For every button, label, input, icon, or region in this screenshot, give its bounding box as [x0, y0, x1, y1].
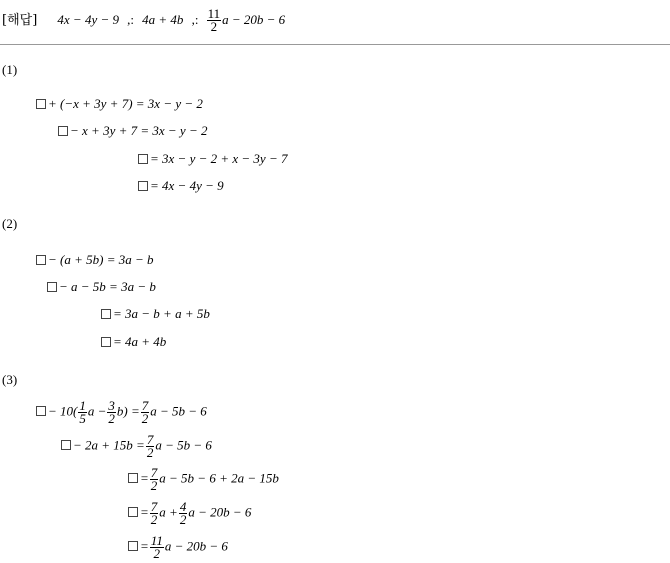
part-label: (3): [2, 372, 18, 387]
blank-box: [58, 126, 68, 136]
equation-line: − 2a + 15b = $\frac{7}{2}$ a − 5b − 6: [61, 434, 212, 459]
equation-line: + (−x + 3y + 7) = 3x − y − 2: [36, 97, 203, 111]
fraction: $\frac{1}{5}$: [79, 398, 86, 426]
blank-box: [128, 541, 138, 551]
denominator: 2: [210, 19, 218, 34]
blank-box: [47, 282, 57, 292]
equation-line: = 4x − 4y − 9: [138, 179, 224, 193]
answer-separator: ,:: [191, 12, 199, 27]
blank-box: [36, 99, 46, 109]
answer-tag: [해답]: [2, 13, 38, 28]
equation-line: − a − 5b = 3a − b: [47, 280, 156, 294]
equation-line: = $\frac{7}{2}$ a − 5b − 6 + 2a − 15b: [128, 467, 279, 492]
divider: [0, 44, 670, 45]
part-label: (2): [2, 216, 18, 231]
fraction: $\frac{7}{2}$: [150, 499, 158, 527]
answer-1: 4x − 4y − 9: [57, 12, 119, 27]
equation-line: = 3a − b + a + 5b: [101, 307, 210, 321]
blank-box: [36, 255, 46, 265]
fraction: $\frac{11}{2}$: [150, 533, 163, 561]
equation-line: − (a + 5b) = 3a − b: [36, 253, 154, 267]
fraction: $\frac{7}{2}$: [146, 432, 154, 460]
blank-box: [138, 181, 148, 191]
answer-header: [2, 8, 285, 33]
equation-line: = $\frac{11}{2}$ a − 20b − 6: [128, 535, 228, 560]
blank-box: [101, 337, 111, 347]
equation-line: − 10( $\frac{1}{5}$ a − $\frac{3}{2}$ b) = $\frac{7}{2}$ a − 5b − 6: [36, 400, 207, 425]
part-label: (1): [2, 62, 18, 77]
blank-box: [101, 309, 111, 319]
answer-2: 4a + 4b: [142, 12, 184, 27]
fraction: $\frac{7}{2}$: [150, 465, 158, 493]
equation-line: − x + 3y + 7 = 3x − y − 2: [58, 124, 207, 138]
equation-line: = $\frac{7}{2}$ a + $\frac{4}{2}$ a − 20b − 6: [128, 501, 251, 526]
fraction: $\frac{4}{2}$: [179, 499, 187, 527]
equation-line: = 3x − y − 2 + x − 3y − 7: [138, 152, 287, 166]
answer-separator: ,:: [127, 12, 135, 27]
blank-box: [128, 507, 138, 517]
fraction: $\frac{7}{2}$: [141, 398, 149, 426]
blank-box: [36, 406, 46, 416]
fraction: $\frac{3}{2}$: [108, 398, 115, 426]
blank-box: [138, 154, 148, 164]
blank-box: [61, 440, 71, 450]
equation-line: = 4a + 4b: [101, 335, 166, 349]
blank-box: [128, 473, 138, 483]
answer-3-fraction: [207, 8, 222, 33]
answer-3: a − 20b − 6: [222, 12, 286, 27]
numerator: 11: [207, 6, 221, 21]
